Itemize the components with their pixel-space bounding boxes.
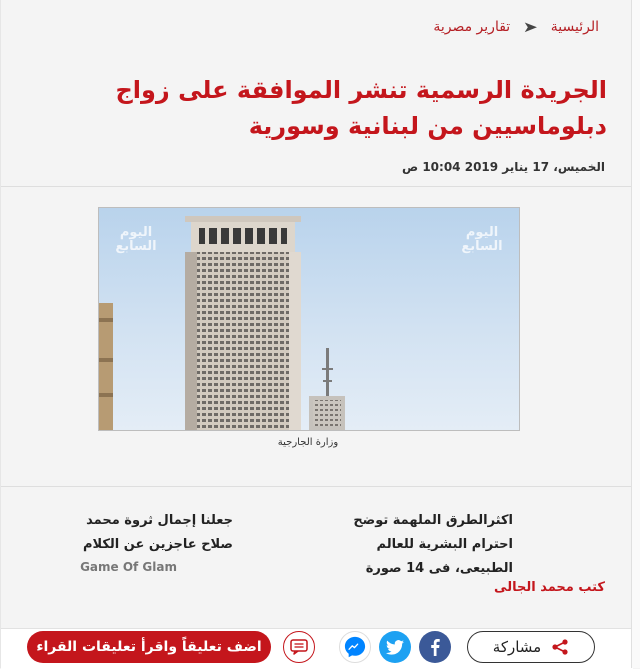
article-title: الجريدة الرسمية تنشر الموافقة على زواج دبلوماسيين من لبنانية وسورية — [115, 76, 607, 140]
messenger-icon — [344, 636, 366, 658]
breadcrumb — [433, 19, 599, 35]
facebook-button[interactable] — [419, 631, 451, 663]
divider — [1, 186, 633, 187]
share-label: مشاركة — [492, 638, 542, 656]
image-caption: وزارة الجارجية — [277, 437, 339, 448]
image-watermark: اليوم السابع — [115, 225, 157, 254]
related-title[interactable]: جعلنا إجمال ثروة محمد صلاح عاجزين عن الكلام — [82, 513, 233, 552]
related-source: Game Of Glam — [80, 560, 177, 574]
article-date: الخميس، 17 يناير 2019 10:04 ص — [402, 160, 605, 174]
chevron-icon: ➤ — [522, 17, 539, 36]
twitter-icon — [386, 640, 404, 655]
author-byline[interactable]: كتب محمد الجالى — [494, 580, 605, 595]
breadcrumb-home[interactable]: الرئيسية — [550, 19, 599, 35]
building-illustration — [99, 208, 519, 430]
facebook-icon — [428, 638, 442, 656]
add-comment-button[interactable]: اضف تعليقاً واقرأ تعليقات القراء — [27, 631, 271, 663]
share-button[interactable] — [467, 631, 595, 663]
breadcrumb-section[interactable]: تقارير مصرية — [433, 19, 511, 35]
image-watermark-right: اليوم السابع — [461, 225, 503, 254]
article-image[interactable] — [98, 207, 520, 431]
share-bar — [1, 628, 633, 669]
share-icon — [551, 638, 569, 656]
scrollbar[interactable] — [631, 0, 640, 668]
twitter-button[interactable] — [379, 631, 411, 663]
comment-icon — [290, 639, 308, 655]
messenger-button[interactable] — [339, 631, 371, 663]
comment-button[interactable] — [283, 631, 315, 663]
divider — [1, 486, 633, 487]
related-title[interactable]: اكثرالطرق الملهمة توضح احترام البشرية للعالم الطبيعى، فى 14 صورة — [353, 513, 513, 576]
